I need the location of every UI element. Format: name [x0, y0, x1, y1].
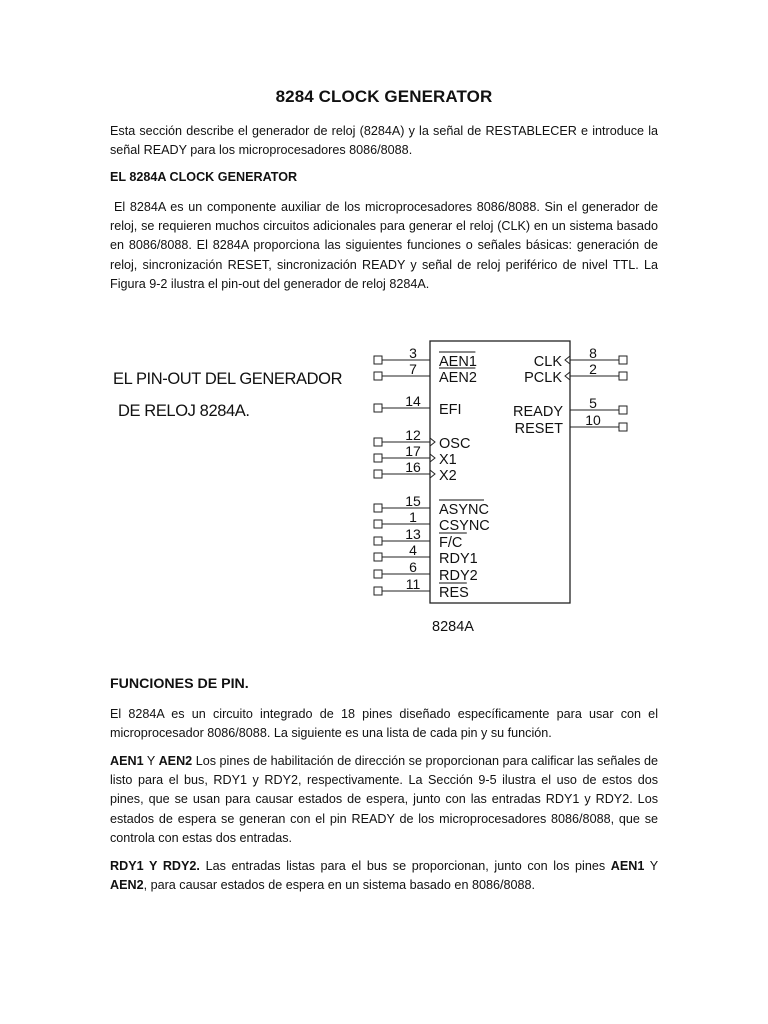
clock-marker-x2 — [430, 470, 435, 478]
term-aen1-inline: AEN1 — [610, 859, 645, 873]
pin-name-x1: X1 — [439, 452, 457, 468]
chip-label: 8284A — [432, 619, 474, 635]
pin-number: 8 — [589, 345, 597, 361]
pin-number: 14 — [405, 393, 421, 409]
clock-marker-clk — [565, 356, 570, 364]
term-aen1: AEN1 — [110, 754, 144, 768]
pin-name-async: ASYNC — [439, 502, 489, 518]
pin-name-x2: X2 — [439, 468, 457, 484]
section2-paragraph1: El 8284A es un circuito integrado de 18 pines diseñado específicamente para usar con el microprocesador 8086/8088. La siguiente es una lista de cada pin y su función. — [110, 707, 658, 741]
figure-caption-line1: EL PIN-OUT DEL GENERADOR — [113, 370, 343, 388]
pin-terminal-osc — [374, 438, 382, 446]
pin-terminal-aen2 — [374, 372, 382, 380]
pin-terminal-rdy1 — [374, 553, 382, 561]
pin-number: 15 — [405, 493, 421, 509]
pin-name-aen1: AEN1 — [439, 354, 477, 370]
pin-name-csync: CSYNC — [439, 518, 490, 534]
pin-terminal-async — [374, 504, 382, 512]
pin-number: 3 — [409, 345, 417, 361]
term-rdy: RDY1 Y RDY2. — [110, 859, 200, 873]
pin-number: 2 — [589, 361, 597, 377]
pin-name-fc: F/C — [439, 535, 463, 551]
section2-paragraph2 — [110, 752, 658, 848]
pin-terminal-rdy2 — [374, 570, 382, 578]
pin-terminal-ready — [619, 406, 627, 414]
pin-terminal-x1 — [374, 454, 382, 462]
pin-terminal-csync — [374, 520, 382, 528]
pinout-diagram — [360, 335, 660, 635]
pin-name-reset: RESET — [514, 421, 563, 437]
pin-number: 6 — [409, 559, 417, 575]
pin-name-ready: READY — [513, 404, 563, 420]
pin-number: 16 — [405, 459, 421, 475]
pin-terminal-aen1 — [374, 356, 382, 364]
pin-name-aen2: AEN2 — [439, 370, 477, 386]
pin-number: 5 — [589, 395, 597, 411]
pin-name-osc: OSC — [439, 436, 471, 452]
pin-name-res: RES — [439, 585, 469, 601]
pin-name-clk: CLK — [533, 354, 562, 370]
pin-number: 7 — [409, 361, 417, 377]
term-aen2-inline: AEN2 — [110, 878, 144, 893]
pin-number: 1 — [409, 509, 417, 525]
pin-name-rdy1: RDY1 — [439, 551, 478, 567]
clock-marker-x1 — [430, 454, 435, 462]
pin-number: 12 — [405, 427, 421, 443]
pin-terminal-x2 — [374, 470, 382, 478]
clock-marker-pclk — [565, 372, 570, 380]
pin-name-rdy2: RDY2 — [439, 568, 478, 584]
term-join: Y — [143, 754, 159, 768]
section2-paragraph3 — [110, 857, 658, 895]
pin-number: 13 — [405, 526, 421, 542]
pin-terminal-efi — [374, 404, 382, 412]
term-aen2: AEN2 — [158, 754, 193, 768]
pin-terminal-clk — [619, 356, 627, 364]
section1-heading: EL 8284A CLOCK GENERATOR — [110, 170, 298, 184]
pin-number: 17 — [405, 443, 421, 459]
pin-terminal-pclk — [619, 372, 627, 380]
section2-paragraph3-text-a: Las entradas listas para el bus se proporcionan, junto con los pines — [199, 859, 611, 873]
section1-paragraph: El 8284A es un componente auxiliar de los microprocesadores 8086/8088. Sin el generador de reloj, se requieren muchos circuitos adicionales para generar el reloj (CLK) en un sistema basado en 8086/8088. El 8284A proporciona las siguientes funciones o señales básicas: generación de reloj, sincronización RESET, sincronización READY y señal de reloj periférico de nivel TTL. La Figura 9-2 ilustra el pin-out del generador de reloj 8284A. — [110, 200, 658, 291]
section2-heading: FUNCIONES DE PIN. — [110, 676, 249, 692]
pin-terminal-res — [374, 587, 382, 595]
intro-paragraph: Esta sección describe el generador de reloj (8284A) y la señal de RESTABLECER e introduce la señal READY para los microprocesadores 8086/8088. — [110, 124, 658, 158]
pin-number: 4 — [409, 542, 417, 558]
section2-paragraph3-text-c: , para causar estados de espera en un sistema basado en 8086/8088. — [143, 878, 535, 893]
pin-terminal-fc — [374, 537, 382, 545]
page-title: 8284 CLOCK GENERATOR — [275, 87, 493, 106]
clock-marker-osc — [430, 438, 435, 446]
section2-paragraph2-text: Los pines de habilitación de dirección se proporcionan para calificar las señales de listo para el bus, RDY1 y RDY2, respectivamente. La Sección 9-5 ilustra el uso de estos dos pines, que se usan para causar estados de espera, junto con las entradas RDY1 y RDY2. Los estados de espera se generan con el pin READY de los microprocesadores 8086/8088, que se controla con estas dos entradas. — [110, 754, 658, 845]
pin-number: 11 — [405, 576, 421, 592]
pin-terminal-reset — [619, 423, 627, 431]
pin-name-pclk: PCLK — [524, 370, 562, 386]
section2-paragraph3-text-b: Y — [644, 859, 658, 873]
pin-number: 10 — [585, 412, 601, 428]
figure-caption-line2: DE RELOJ 8284A. — [118, 402, 250, 420]
pin-name-efi: EFI — [439, 402, 462, 418]
